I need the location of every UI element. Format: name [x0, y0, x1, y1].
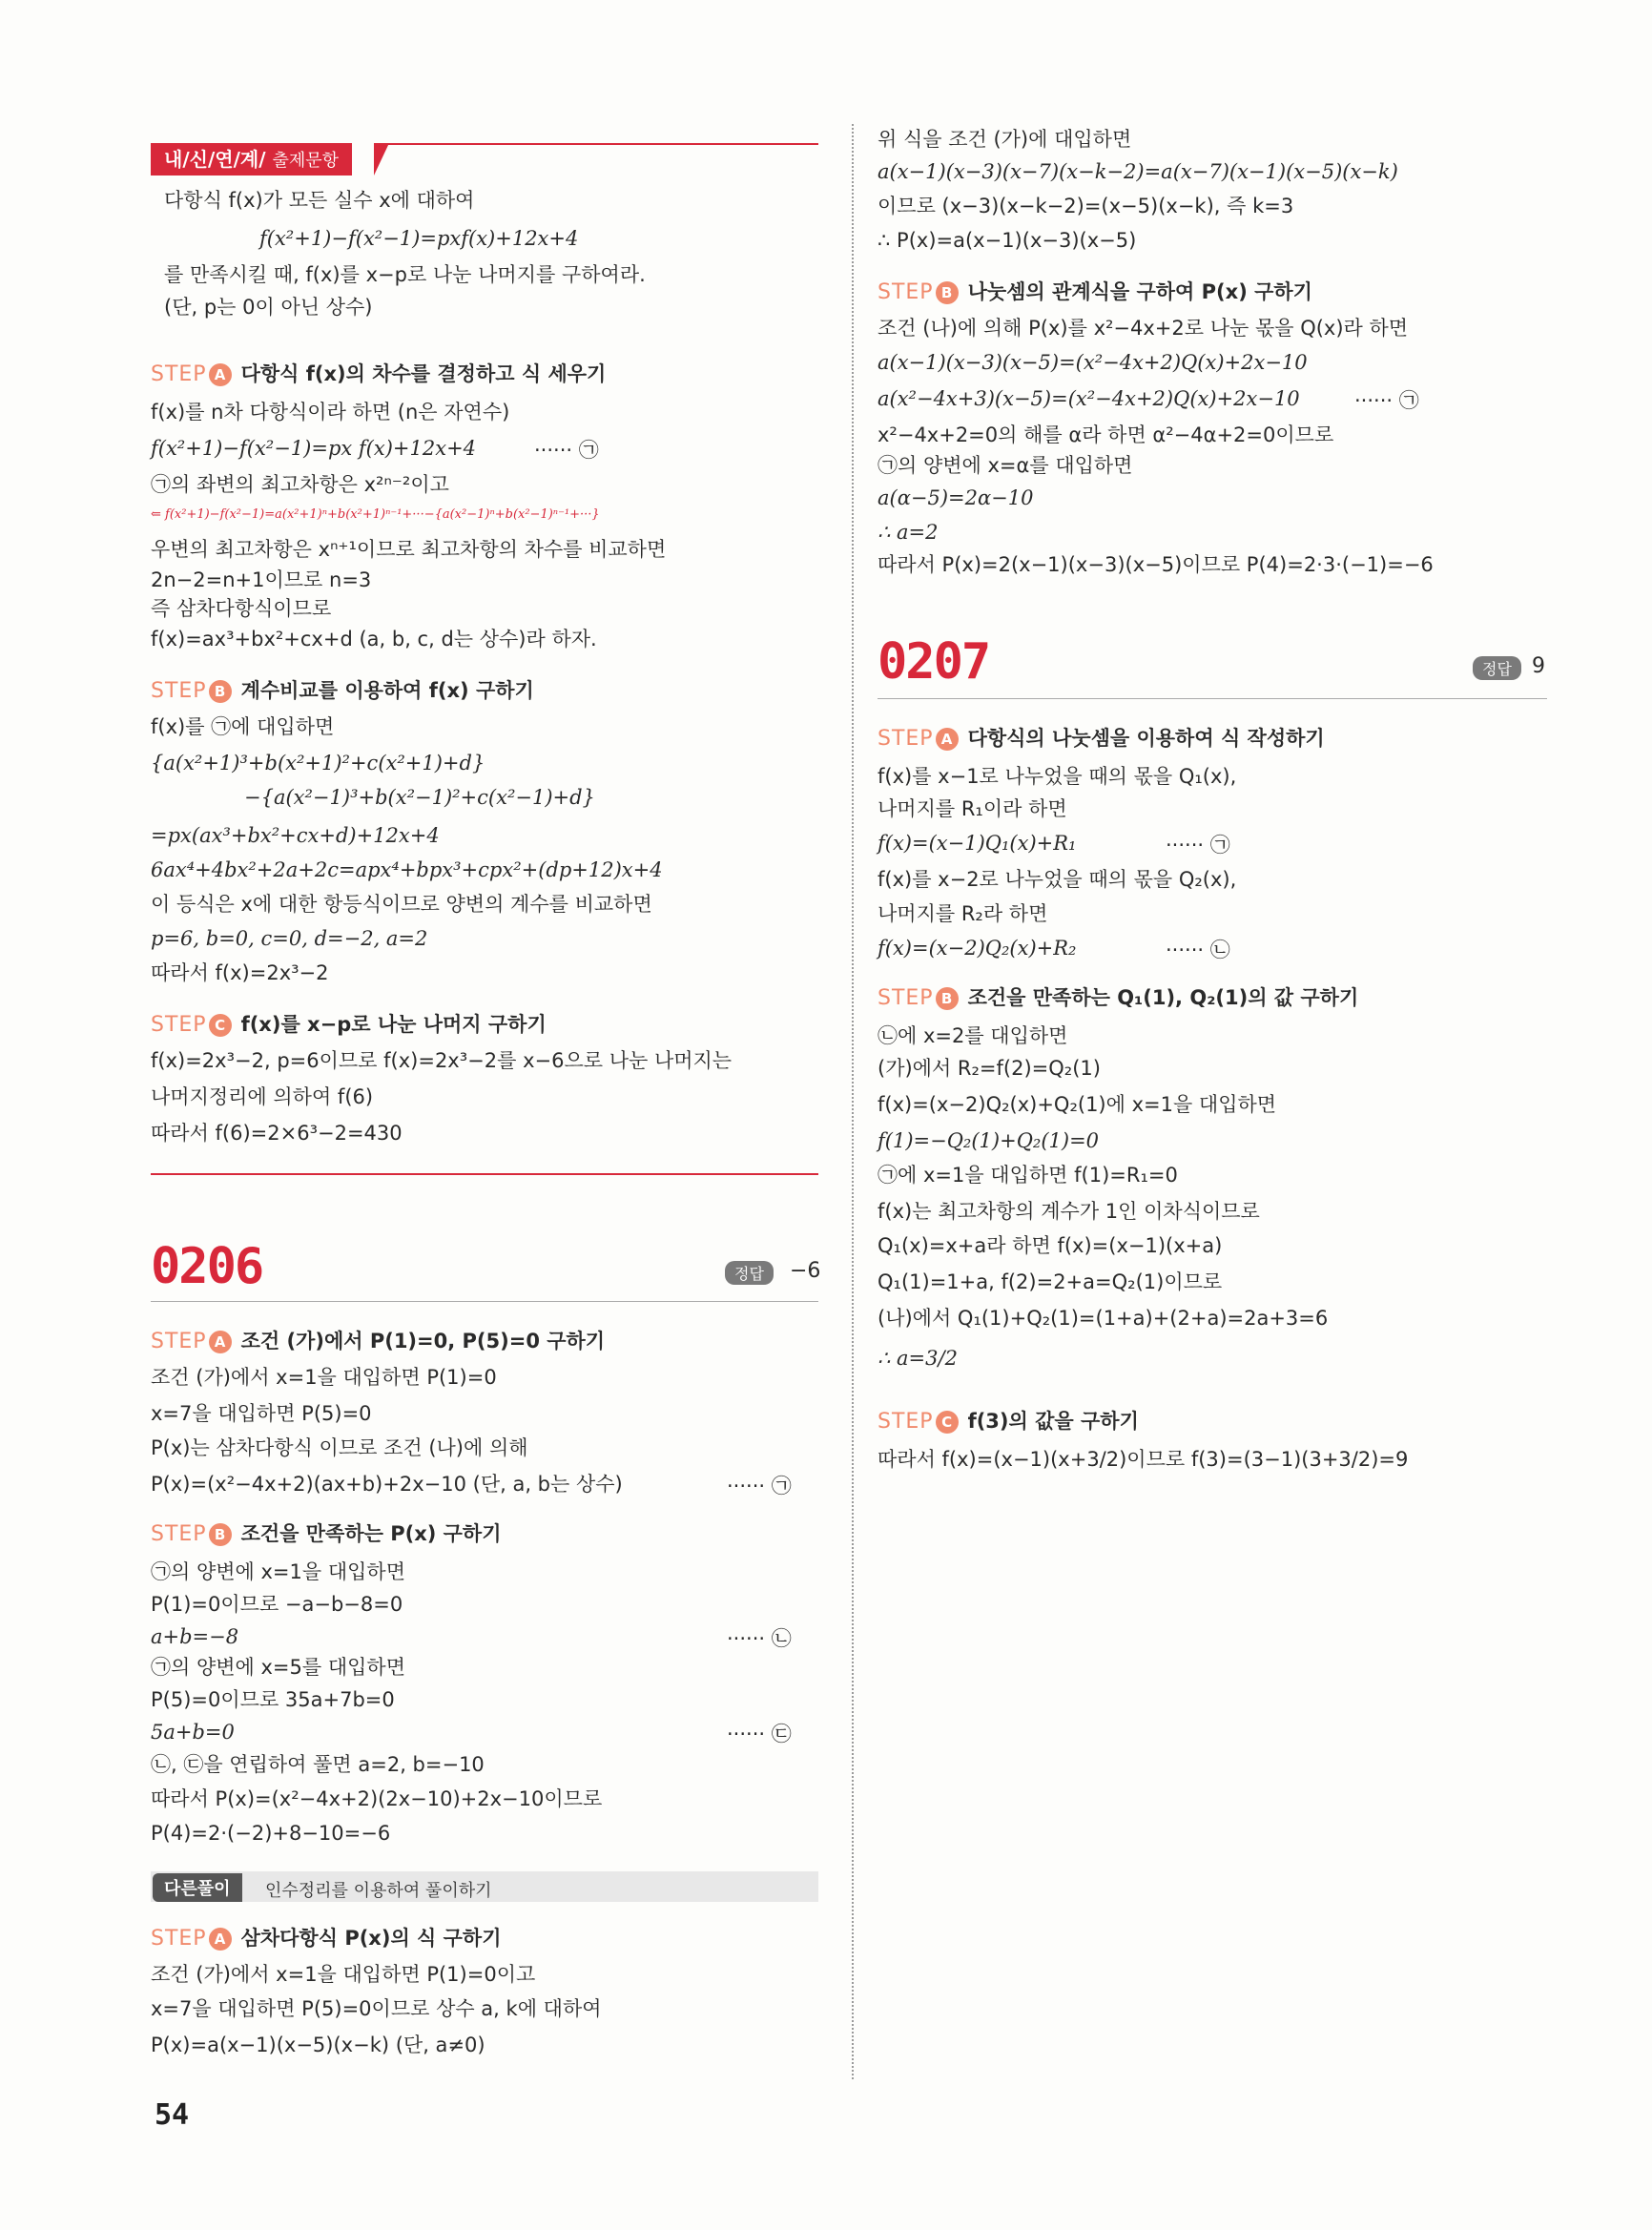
equation-line: ∴ a=2 — [878, 521, 939, 544]
text-line: (가)에서 R₂=f(2)=Q₂(1) — [878, 1057, 1101, 1080]
text-line: 즉 삼차다항식이므로 — [151, 597, 332, 620]
text-line: 따라서 f(6)=2×6³−2=430 — [151, 1122, 403, 1145]
equation-line: P(x)=(x²−4x+2)(ax+b)+2x−10 (단, a, b는 상수) — [151, 1473, 623, 1496]
equation-line: p=6, b=0, c=0, d=−2, a=2 — [151, 927, 428, 950]
answer-badge: 정답 — [1473, 656, 1521, 680]
answer-badge: 정답 — [725, 1261, 774, 1285]
problem-equation: f(x²+1)−f(x²−1)=pxf(x)+12x+4 — [259, 227, 579, 250]
text-line: 나머지를 R₂라 하면 — [878, 902, 1048, 925]
problem-line: (단, p는 0이 아닌 상수) — [164, 296, 373, 319]
equation-line: =px(ax³+bx²+cx+d)+12x+4 — [151, 824, 440, 847]
step-b-heading: STEP B 나눗셈의 관계식을 구하여 P(x) 구하기 — [878, 280, 1312, 304]
text-line: (나)에서 Q₁(1)+Q₂(1)=(1+a)+(2+a)=2a+3=6 — [878, 1307, 1329, 1330]
text-line: ㉠에 x=1을 대입하면 f(1)=R₁=0 — [878, 1164, 1178, 1187]
text-line: 우변의 최고차항은 xⁿ⁺¹이므로 최고차항의 차수를 비교하면 — [151, 538, 667, 561]
equation-line: a(α−5)=2α−10 — [878, 486, 1034, 509]
step-a-heading: STEP A 삼차다항식 P(x)의 식 구하기 — [151, 1927, 502, 1951]
text-line: P(4)=2·(−2)+8−10=−6 — [151, 1822, 391, 1845]
answer-value: −6 — [790, 1259, 821, 1283]
text-line: x=7을 대입하면 P(5)=0 — [151, 1402, 372, 1425]
answer-value: 9 — [1532, 654, 1545, 678]
text-line: 따라서 P(x)=2(x−1)(x−3)(x−5)이므로 P(4)=2·3·(−1)=−6 — [878, 553, 1434, 576]
step-a-heading: STEP A 조건 (가)에서 P(1)=0, P(5)=0 구하기 — [151, 1330, 606, 1353]
text-line: 나머지정리에 의하여 f(6) — [151, 1085, 374, 1108]
problem-rule — [878, 698, 1547, 699]
text-line: 조건 (가)에서 x=1을 대입하면 P(1)=0이고 — [151, 1963, 536, 1986]
text-line: ㉠의 좌변의 최고차항은 x²ⁿ⁻²이고 — [151, 473, 449, 496]
text-line: f(x)=(x−2)Q₂(x)+Q₂(1)에 x=1을 대입하면 — [878, 1093, 1277, 1116]
text-line: 위 식을 조건 (가)에 대입하면 — [878, 128, 1132, 151]
step-c-heading: STEP C f(3)의 값을 구하기 — [878, 1410, 1139, 1434]
text-line: 따라서 f(x)=(x−1)(x+3/2)이므로 f(3)=(3−1)(3+3/2)=9 — [878, 1448, 1409, 1471]
text-line: 조건 (가)에서 x=1을 대입하면 P(1)=0 — [151, 1366, 497, 1389]
text-line: f(x)를 x−1로 나누었을 때의 몫을 Q₁(x), — [878, 765, 1237, 788]
problem-number: 0206 — [151, 1238, 263, 1295]
equation-line: f(1)=−Q₂(1)+Q₂(1)=0 — [878, 1129, 1100, 1152]
equation-line: a(x²−4x+3)(x−5)=(x²−4x+2)Q(x)+2x−10 — [878, 387, 1300, 410]
text-line: f(x)는 최고차항의 계수가 1인 이차식이므로 — [878, 1200, 1260, 1223]
naesin-tag-tail — [374, 143, 389, 176]
equation-marker: ······ ㉡ — [727, 1627, 792, 1650]
step-b-heading: STEP B 조건을 만족하는 P(x) 구하기 — [151, 1522, 502, 1546]
step-b-heading: STEP B 계수비교를 이용하여 f(x) 구하기 — [151, 679, 534, 703]
step-c-heading: STEP C f(x)를 x−p로 나눈 나머지 구하기 — [151, 1013, 547, 1037]
text-line: 이 등식은 x에 대한 항등식이므로 양변의 계수를 비교하면 — [151, 893, 652, 916]
text-line: f(x)=2x³−2, p=6이므로 f(x)=2x³−2를 x−6으로 나눈 나머지는 — [151, 1049, 733, 1072]
problem-rule — [151, 1301, 818, 1302]
header-rule — [382, 143, 818, 145]
text-line: P(x)는 삼차다항식 이므로 조건 (나)에 의해 — [151, 1436, 528, 1459]
text-line: 따라서 f(x)=2x³−2 — [151, 961, 329, 984]
text-line: f(x)를 n차 다항식이라 하면 (n은 자연수) — [151, 401, 510, 423]
equation-line: a(x−1)(x−3)(x−7)(x−k−2)=a(x−7)(x−1)(x−5)(x−k) — [878, 160, 1398, 183]
text-line: Q₁(1)=1+a, f(2)=2+a=Q₂(1)이므로 — [878, 1270, 1223, 1293]
step-b-heading: STEP B 조건을 만족하는 Q₁(1), Q₂(1)의 값 구하기 — [878, 986, 1359, 1010]
alt-solution-tag: 다른풀이 — [153, 1873, 242, 1902]
equation-line: f(x)=(x−1)Q₁(x)+R₁ — [878, 832, 1077, 855]
text-line: ㉡에 x=2를 대입하면 — [878, 1024, 1068, 1047]
equation-line: 5a+b=0 — [151, 1721, 235, 1744]
equation-line: P(x)=a(x−1)(x−5)(x−k) (단, a≠0) — [151, 2034, 485, 2056]
side-note: ⇐ f(x²+1)−f(x²−1)=a(x²+1)ⁿ+b(x²+1)ⁿ⁻¹+···−{a(x²−1)ⁿ+b(x²−1)ⁿ⁻¹+···} — [151, 507, 600, 522]
step-a-heading: STEP A 다항식 f(x)의 차수를 결정하고 식 세우기 — [151, 362, 607, 386]
alt-solution-title: 인수정리를 이용하여 풀이하기 — [265, 1881, 492, 1901]
equation-line: a(x−1)(x−3)(x−5)=(x²−4x+2)Q(x)+2x−10 — [878, 351, 1308, 374]
text-line: ㉠의 양변에 x=5를 대입하면 — [151, 1656, 405, 1679]
equation-marker: ······ ㉠ — [1354, 389, 1419, 412]
text-line: 따라서 P(x)=(x²−4x+2)(2x−10)+2x−10이므로 — [151, 1787, 603, 1810]
text-line: ㉠의 양변에 x=1을 대입하면 — [151, 1560, 405, 1583]
text-line: P(1)=0이므로 −a−b−8=0 — [151, 1593, 403, 1616]
text-line: ㉠의 양변에 x=α를 대입하면 — [878, 454, 1133, 477]
text-line: P(5)=0이므로 35a+7b=0 — [151, 1688, 395, 1711]
equation-line: ∴ a=3/2 — [878, 1347, 958, 1370]
text-line: 조건 (나)에 의해 P(x)를 x²−4x+2로 나눈 몫을 Q(x)라 하면 — [878, 317, 1409, 340]
equation-marker: ······ ㉠ — [727, 1475, 792, 1497]
equation-marker: ······ ㉡ — [1166, 939, 1230, 961]
equation-line: {a(x²+1)³+b(x²+1)²+c(x²+1)+d} — [151, 752, 485, 774]
page-number: 54 — [155, 2098, 190, 2132]
equation-line: f(x)=(x−2)Q₂(x)+R₂ — [878, 937, 1077, 960]
equation-marker: ······ ㉠ — [1166, 834, 1230, 857]
equation-marker: ······ ㉠ — [534, 439, 599, 462]
text-line: x²−4x+2=0의 해를 α라 하면 α²−4α+2=0이므로 — [878, 423, 1334, 446]
problem-line: 를 만족시킬 때, f(x)를 x−p로 나눈 나머지를 구하여라. — [164, 263, 646, 286]
equation-marker: ······ ㉢ — [727, 1723, 792, 1745]
equation-line: ∴ P(x)=a(x−1)(x−3)(x−5) — [878, 229, 1137, 252]
text-line: f(x)를 x−2로 나누었을 때의 몫을 Q₂(x), — [878, 868, 1237, 891]
text-line: 나머지를 R₁이라 하면 — [878, 797, 1067, 820]
text-line: f(x)=ax³+bx²+cx+d (a, b, c, d는 상수)라 하자. — [151, 628, 597, 650]
text-line: x=7을 대입하면 P(5)=0이므로 상수 a, k에 대하여 — [151, 1997, 602, 2020]
text-line: ㉡, ㉢을 연립하여 풀면 a=2, b=−10 — [151, 1753, 485, 1776]
problem-line: 다항식 f(x)가 모든 실수 x에 대하여 — [164, 189, 475, 212]
column-divider — [852, 124, 854, 2079]
text-line: 이므로 (x−3)(x−k−2)=(x−5)(x−k), 즉 k=3 — [878, 195, 1294, 217]
equation-line: −{a(x²−1)³+b(x²−1)²+c(x²−1)+d} — [244, 786, 595, 809]
step-a-heading: STEP A 다항식의 나눗셈을 이용하여 식 작성하기 — [878, 727, 1325, 751]
naesin-tag: 내/신/연/계/ 출제문항 — [151, 143, 352, 176]
problem-number: 0207 — [878, 633, 990, 691]
equation-line: 6ax⁴+4bx²+2a+2c=apx⁴+bpx³+cpx²+(dp+12)x+4 — [151, 858, 663, 881]
text-line: 2n−2=n+1이므로 n=3 — [151, 568, 372, 591]
equation-line: a+b=−8 — [151, 1625, 239, 1648]
section-rule — [151, 1173, 818, 1175]
equation-line: f(x²+1)−f(x²−1)=px f(x)+12x+4 — [151, 437, 477, 460]
text-line: Q₁(x)=x+a라 하면 f(x)=(x−1)(x+a) — [878, 1234, 1223, 1257]
text-line: f(x)를 ㉠에 대입하면 — [151, 715, 335, 738]
